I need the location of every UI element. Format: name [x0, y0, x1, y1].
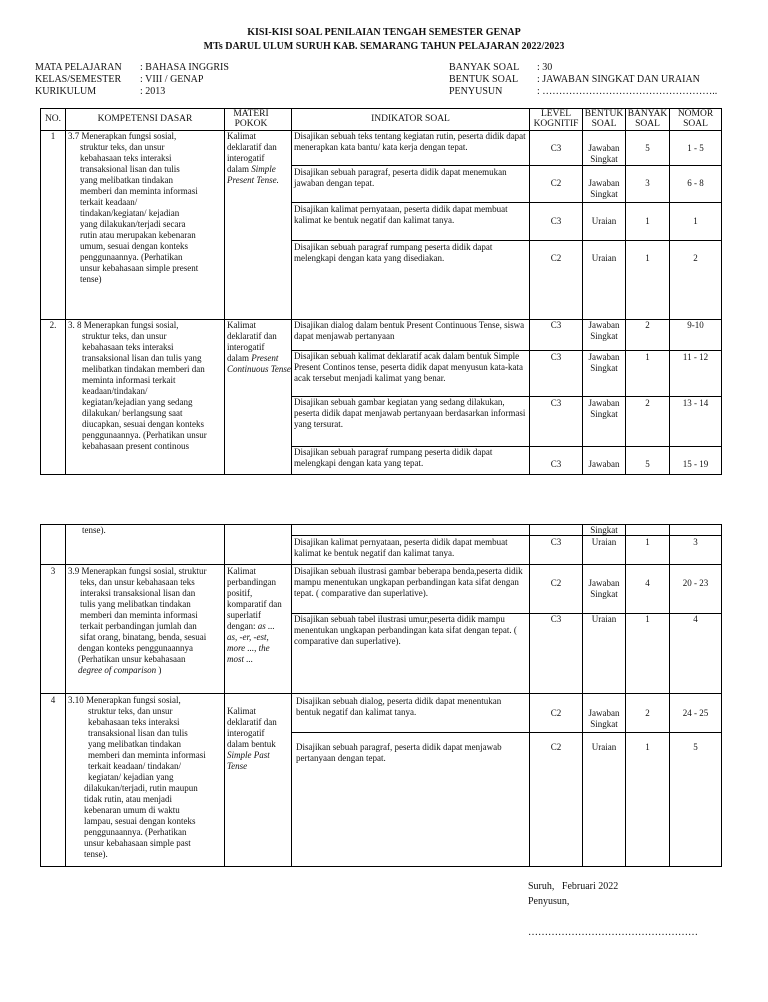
- label-kelas-semester: KELAS/SEMESTER: [35, 74, 122, 85]
- document-subtitle: MTs DARUL ULUM SURUH KAB. SEMARANG TAHUN PELAJARAN 2022/2023: [203, 41, 565, 52]
- row1-level-1: C3: [550, 143, 562, 153]
- signature-role: Penyusun,: [528, 896, 570, 907]
- row3-materi-pokok: Kalimat perbandingan positif, komparatif dan superlatif dengan: as ... as, -er, -est, more ..., the most ...: [227, 566, 282, 664]
- row4-level-2: C2: [550, 742, 562, 752]
- row2-bentuk-4-continued: Singkat: [590, 525, 618, 535]
- row1-banyak-3: 1: [645, 216, 650, 226]
- row2-banyak-2: 1: [645, 352, 650, 362]
- value-penyusun: : ……………………………………………..: [537, 86, 718, 97]
- row3-nomor-1: 20 - 23: [682, 578, 709, 588]
- row4-banyak-1: 2: [645, 708, 650, 718]
- row1-kompetensi-dasar: 3.7 Menerapkan fungsi sosial, struktur teks, dan unsur kebahasaan teks interaksi transaksional lisan dan tulis yang melibatkan tindakan memberi dan meminta informasi terkait keadaan/ tindakan/kegiatan/ kejadian yang dilakukan/terjadi secara rutin atau merupakan kebenaran umum, sesuai dengan konteks penggunaannya. (Perhatikan unsur kebahasaan simple present tense): [68, 131, 199, 284]
- row4-no: 4: [50, 695, 56, 705]
- row3-level-2: C3: [550, 614, 562, 624]
- row1-level-4: C2: [550, 253, 562, 263]
- signature-line: ……………………………………………: [528, 927, 698, 938]
- header-indikator-soal: INDIKATOR SOAL: [371, 114, 450, 124]
- row2-bentuk-1: Jawaban Singkat: [588, 320, 620, 341]
- row2-no: 2.: [49, 320, 57, 330]
- row2-indikator-5: Disajikan kalimat pernyataan, peserta didik dapat membuat kalimat ke bentuk negatif dan kalimat tanya.: [294, 537, 508, 558]
- row3-banyak-1: 4: [645, 578, 650, 588]
- row1-banyak-2: 3: [645, 178, 650, 188]
- row1-indikator-4: Disajikan sebuah paragraf rumpang peserta didik dapat melengkapi dengan kata yang disediakan.: [294, 242, 493, 263]
- row2-bentuk-5: Uraian: [591, 537, 617, 547]
- row2-level-2: C3: [550, 352, 562, 362]
- row4-banyak-2: 1: [645, 742, 650, 752]
- signature-place-date: Suruh, Februari 2022: [528, 881, 619, 892]
- header-materi-pokok: MATERI POKOK: [233, 109, 269, 129]
- row3-indikator-2: Disajikan sebuah tabel ilustrasi umur,peserta didik mampu menentukan ungkapan perbandingan kata sifat dengan tepat. ( comparative dan superlative).: [294, 614, 517, 646]
- row2-level-5: C3: [550, 537, 562, 547]
- header-banyak-soal: BANYAK SOAL: [627, 109, 668, 129]
- row2-materi-pokok: Kalimat deklaratif dan interogatif dalam Present Continuous Tense: [227, 320, 291, 374]
- label-kurikulum: KURIKULUM: [35, 86, 97, 97]
- row1-bentuk-4: Uraian: [591, 253, 617, 263]
- row4-kompetensi-dasar: 3.10 Menerapkan fungsi sosial, struktur teks, dan unsur kebahasaan teks interaksi transaksional lisan dan tulis yang melibatkan tindakan memberi dan meminta informasi terkait keadaan/ tindakan/ kegiatan/ kejadian yang dilakukan/terjadi, rutin maupun tidak rutin, atau menjadi kebenaran umum di waktu lampau, sesuai dengan konteks penggunaannya. (Perhatikan unsur kebahasaan simple past tense).: [68, 695, 206, 859]
- row4-bentuk-1: Jawaban Singkat: [588, 708, 620, 729]
- row3-level-1: C2: [550, 578, 562, 588]
- row4-nomor-2: 5: [693, 742, 698, 752]
- row1-bentuk-1: Jawaban Singkat: [588, 143, 620, 164]
- row3-banyak-2: 1: [645, 614, 650, 624]
- header-no: NO.: [44, 114, 62, 124]
- label-banyak-soal: BANYAK SOAL: [449, 62, 520, 73]
- row1-nomor-4: 2: [693, 253, 698, 263]
- row1-no: 1: [50, 131, 56, 141]
- row4-bentuk-2: Uraian: [591, 742, 617, 752]
- row4-nomor-1: 24 - 25: [682, 708, 709, 718]
- label-penyusun: PENYUSUN: [449, 86, 503, 97]
- row1-nomor-3: 1: [693, 216, 698, 226]
- value-bentuk-soal: : JAWABAN SINGKAT DAN URAIAN: [537, 74, 700, 85]
- row1-level-2: C2: [550, 178, 562, 188]
- header-bentuk-soal: BENTUK SOAL: [584, 109, 624, 129]
- label-mata-pelajaran: MATA PELAJARAN: [35, 62, 122, 73]
- row2-level-1: C3: [550, 320, 562, 330]
- row1-materi-pokok: Kalimat deklaratif dan interogatif dalam Simple Present Tense.: [227, 131, 279, 185]
- row1-nomor-1: 1 - 5: [687, 143, 704, 153]
- row1-level-3: C3: [550, 216, 562, 226]
- row2-bentuk-2: Jawaban Singkat: [588, 352, 620, 373]
- header-level-kognitif: LEVEL KOGNITIF: [533, 109, 579, 129]
- row2-bentuk-4: Jawaban: [588, 459, 620, 469]
- label-bentuk-soal: BENTUK SOAL: [449, 74, 519, 85]
- row3-nomor-2: 4: [693, 614, 698, 624]
- row2-banyak-4: 5: [645, 459, 650, 469]
- row2-banyak-3: 2: [645, 398, 650, 408]
- row2-banyak-5: 1: [645, 537, 650, 547]
- value-banyak-soal: : 30: [537, 62, 553, 73]
- row4-indikator-1: Disajikan sebuah dialog, peserta didik dapat menentukan bentuk negatif dan kalimat tanya.: [296, 696, 502, 717]
- row1-indikator-3: Disajikan kalimat pernyataan, peserta didik dapat membuat kalimat ke bentuk negatif dan kalimat tanya.: [294, 204, 508, 225]
- row3-bentuk-1: Jawaban Singkat: [588, 578, 620, 599]
- row1-indikator-2: Disajikan sebuah paragraf, peserta didik dapat menemukan jawaban dengan tepat.: [294, 167, 507, 188]
- row2-indikator-3: Disajikan sebuah gambar kegiatan yang sedang dilakukan, peserta didik dapat menjawab pertanyaan berdasarkan informasi yang tersurat.: [294, 397, 526, 429]
- header-kompetensi-dasar: KOMPETENSI DASAR: [97, 114, 193, 124]
- row3-no: 3: [50, 566, 56, 576]
- row3-kompetensi-dasar: 3.9 Menerapkan fungsi sosial, struktur teks, dan unsur kebahasaan teks interaksi transaksional lisan dan tulis yang melibatkan tindakan memberi dan meminta informasi terkait perbandingan jumlah dan sifat orang, binatang, benda, sesuai dengan konteks penggunaannya (Perhatikan unsur kebahasaan degree of comparison ): [68, 566, 207, 675]
- row1-nomor-2: 6 - 8: [687, 178, 704, 188]
- row1-banyak-4: 1: [645, 253, 650, 263]
- row3-indikator-1: Disajikan sebuah ilustrasi gambar beberapa benda,peserta didik mampu menentukan ungkapan perbandingan kata sifat dengan tepat. ( comparative dan superlative).: [294, 566, 523, 598]
- row2-indikator-4: Disajikan sebuah paragraf rumpang peserta didik dapat melengkapi dengan kata yang tepat.: [294, 447, 493, 468]
- row1-bentuk-3: Uraian: [591, 216, 617, 226]
- value-kelas-semester: : VIII / GENAP: [140, 74, 204, 85]
- row2-kompetensi-continued: tense).: [82, 525, 106, 535]
- row2-bentuk-3: Jawaban Singkat: [588, 398, 620, 419]
- row2-nomor-1: 9-10: [687, 320, 704, 330]
- row2-banyak-1: 2: [645, 320, 650, 330]
- row2-nomor-5: 3: [693, 537, 698, 547]
- row2-nomor-2: 11 - 12: [682, 352, 709, 362]
- row4-materi-pokok: Kalimat deklaratif dan interogatif dalam bentuk Simple Past Tense: [227, 706, 277, 771]
- row2-nomor-4: 15 - 19: [682, 459, 709, 469]
- row1-bentuk-2: Jawaban Singkat: [588, 178, 620, 199]
- row1-banyak-1: 5: [645, 143, 650, 153]
- header-nomor-soal: NOMOR SOAL: [677, 109, 714, 129]
- row2-indikator-2: Disajikan sebuah kalimat deklaratif acak dalam bentuk Simple Present Continos tense, peserta didik dapat menyusun kata-kata acak tersebut menjadi kalimat yang benar.: [294, 351, 523, 383]
- row4-indikator-2: Disajikan sebuah paragraf, peserta didik dapat menjawab pertanyaan dengan tepat.: [296, 742, 502, 763]
- row2-level-3: C3: [550, 398, 562, 408]
- document-title: KISI-KISI SOAL PENILAIAN TENGAH SEMESTER GENAP: [247, 27, 521, 38]
- value-kurikulum: : 2013: [140, 86, 166, 97]
- row2-nomor-3: 13 - 14: [682, 398, 709, 408]
- value-mata-pelajaran: : BAHASA INGGRIS: [140, 62, 229, 73]
- row3-bentuk-2: Uraian: [591, 614, 617, 624]
- row1-indikator-1: Disajikan sebuah teks tentang kegiatan rutin, peserta didik dapat menerapkan kata bantu/ kata kerja dengan tepat.: [294, 131, 526, 152]
- row2-level-4: C3: [550, 459, 562, 469]
- row2-indikator-1: Disajikan dialog dalam bentuk Present Continuous Tense, siswa dapat menjawab pertanyaan: [294, 320, 525, 341]
- row2-kompetensi-dasar: 3. 8 Menerapkan fungsi sosial, struktur teks, dan unsur kebahasaan teks interaksi transaksional lisan dan tulis yang melibatkan tindakan memberi dan meminta informasi terkait keadaan/tindakan/ kegiatan/kejadian yang sedang dilakukan/ berlangsung saat diucapkan, sesuai dengan konteks penggunaannya. (Perhatikan unsur kebahasaan present continous: [68, 320, 207, 451]
- row4-level-1: C2: [550, 708, 562, 718]
